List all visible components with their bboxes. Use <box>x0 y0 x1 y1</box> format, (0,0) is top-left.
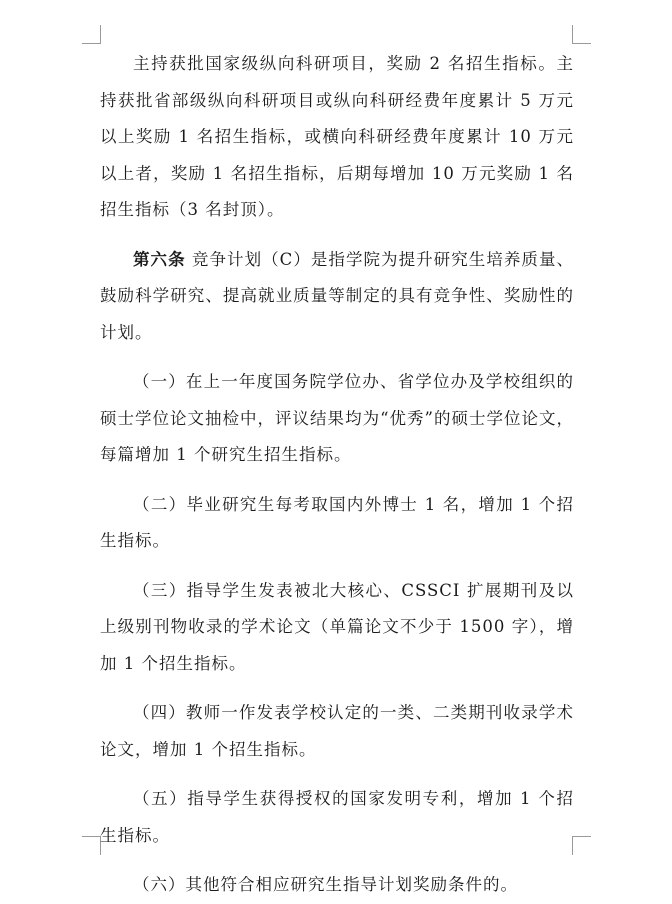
paragraph-item-3 <box>100 573 574 683</box>
paragraph-text: （六）其他符合相应研究生指导计划奖励条件的。 <box>133 875 518 894</box>
paragraph-item-5 <box>100 781 574 854</box>
paragraph-item-1 <box>100 364 574 474</box>
paragraph-item-6 <box>100 867 574 904</box>
paragraph-research-projects <box>100 46 574 229</box>
page-corner-mark-top-right <box>572 25 591 44</box>
paragraph-text: （四）教师一作发表学校认定的一类、二类期刊收录学术论文，增加 1 个招生指标。 <box>100 703 574 759</box>
paragraph-text: （一）在上一年度国务院学位办、省学位办及学校组织的硕士学位论文抽检中，评议结果均为“优秀”的硕士学位论文，每篇增加 1 个研究生招生指标。 <box>100 372 574 464</box>
page-corner-mark-bottom-right <box>572 836 591 855</box>
paragraph-item-2 <box>100 487 574 560</box>
paragraph-text: （二）毕业研究生每考取国内外博士 1 名，增加 1 个招生指标。 <box>100 494 574 550</box>
page-corner-mark-top-left <box>82 25 101 44</box>
document-body <box>100 46 574 904</box>
page-corner-mark-bottom-left <box>82 836 101 855</box>
paragraph-article-six <box>100 242 574 352</box>
paragraph-text: 主持获批国家级纵向科研项目，奖励 2 名招生指标。主持获批省部级纵向科研项目或纵向科研经费年度累计 5 万元以上奖励 1 名招生指标，或横向科研经费年度累计 10 万元以上者，奖励 1 名招生指标，后期每增加 10 万元奖励 1 名招生指标（3 名封顶）。 <box>100 54 574 219</box>
paragraph-text: 竞争计划（C）是指学院为提升研究生培养质量、鼓励科学研究、提高就业质量等制定的具有竞争性、奖励性的计划。 <box>100 249 575 342</box>
article-label: 第六条 <box>133 249 186 269</box>
paragraph-text: （五）指导学生获得授权的国家发明专利，增加 1 个招生指标。 <box>100 789 574 845</box>
paragraph-item-4 <box>100 695 574 768</box>
paragraph-text: （三）指导学生发表被北大核心、CSSCI 扩展期刊及以上级别刊物收录的学术论文（单篇论文不少于 1500 字），增加 1 个招生指标。 <box>100 580 574 673</box>
